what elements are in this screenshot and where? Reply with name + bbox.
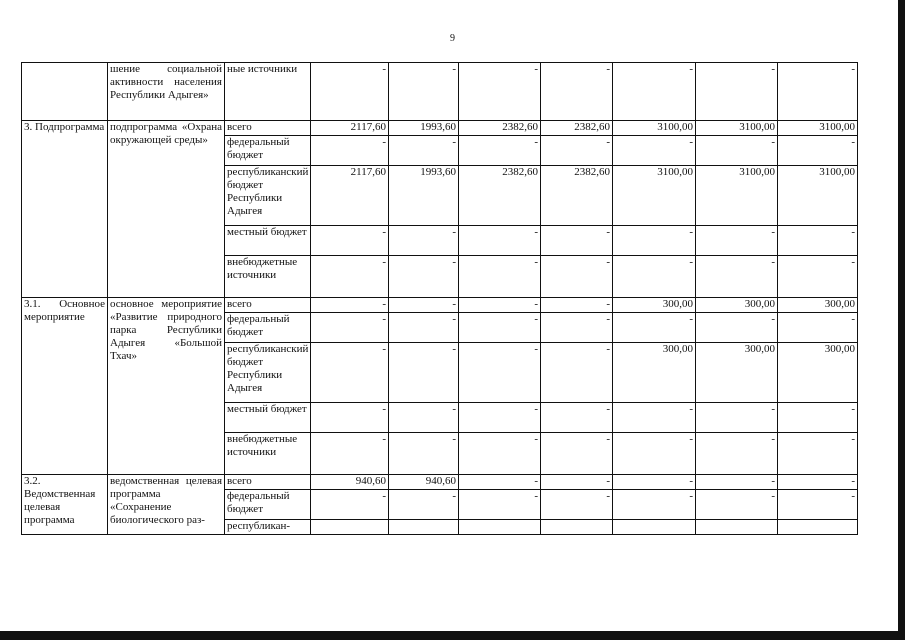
- table-row: [22, 121, 858, 136]
- amount-cell: -: [778, 433, 858, 475]
- amount-cell: -: [311, 343, 389, 403]
- funding-source-cell: местный бюджет: [225, 403, 311, 433]
- amount-cell: 2382,60: [459, 166, 541, 226]
- amount-cell: -: [311, 313, 389, 343]
- amount-cell: 300,00: [613, 343, 696, 403]
- amount-cell: -: [389, 136, 459, 166]
- amount-cell: -: [311, 433, 389, 475]
- amount-cell: -: [696, 490, 778, 520]
- amount-cell: -: [389, 490, 459, 520]
- amount-cell: 3100,00: [696, 166, 778, 226]
- amount-cell: -: [541, 343, 613, 403]
- amount-cell: 300,00: [613, 298, 696, 313]
- amount-cell: -: [389, 403, 459, 433]
- amount-cell: -: [778, 226, 858, 256]
- amount-cell: -: [696, 226, 778, 256]
- amount-cell: [389, 520, 459, 535]
- amount-cell: -: [613, 490, 696, 520]
- amount-cell: 3100,00: [696, 121, 778, 136]
- amount-cell: -: [311, 298, 389, 313]
- program-title-cell: основное мероприятие «Развитие природного парка Республики Адыгея «Большой Тхач»: [108, 298, 225, 475]
- amount-cell: 2382,60: [459, 121, 541, 136]
- scan-right-edge: [898, 0, 905, 640]
- amount-cell: -: [541, 226, 613, 256]
- amount-cell: -: [311, 136, 389, 166]
- amount-cell: 940,60: [311, 475, 389, 490]
- funding-source-cell: внебюджетные источники: [225, 433, 311, 475]
- amount-cell: -: [459, 490, 541, 520]
- program-title-cell: шение социальной активности населения Республики Адыгея»: [108, 63, 225, 121]
- amount-cell: -: [459, 63, 541, 121]
- amount-cell: -: [613, 313, 696, 343]
- scan-bottom-edge: [0, 631, 905, 640]
- amount-cell: -: [541, 298, 613, 313]
- amount-cell: -: [613, 256, 696, 298]
- amount-cell: -: [613, 136, 696, 166]
- amount-cell: 3100,00: [613, 121, 696, 136]
- amount-cell: -: [459, 298, 541, 313]
- amount-cell: -: [459, 475, 541, 490]
- amount-cell: -: [696, 63, 778, 121]
- page-number: 9: [450, 33, 455, 44]
- amount-cell: -: [389, 256, 459, 298]
- program-number-cell: [22, 63, 108, 121]
- table-row: [22, 298, 858, 313]
- table-row: [22, 63, 858, 121]
- amount-cell: [541, 520, 613, 535]
- amount-cell: [778, 520, 858, 535]
- amount-cell: 3100,00: [778, 166, 858, 226]
- amount-cell: -: [541, 63, 613, 121]
- funding-source-cell: всего: [225, 475, 311, 490]
- amount-cell: -: [541, 475, 613, 490]
- amount-cell: -: [696, 136, 778, 166]
- amount-cell: -: [459, 313, 541, 343]
- amount-cell: -: [459, 136, 541, 166]
- program-number-cell: 3.1. Основное мероприятие: [22, 298, 108, 475]
- amount-cell: -: [459, 226, 541, 256]
- amount-cell: -: [459, 256, 541, 298]
- amount-cell: -: [541, 490, 613, 520]
- table-row: [22, 475, 858, 490]
- amount-cell: [696, 520, 778, 535]
- amount-cell: -: [613, 433, 696, 475]
- amount-cell: -: [696, 313, 778, 343]
- amount-cell: -: [696, 433, 778, 475]
- amount-cell: [311, 520, 389, 535]
- amount-cell: 1993,60: [389, 166, 459, 226]
- amount-cell: -: [311, 63, 389, 121]
- amount-cell: -: [459, 343, 541, 403]
- funding-source-cell: всего: [225, 121, 311, 136]
- amount-cell: -: [541, 433, 613, 475]
- amount-cell: -: [541, 313, 613, 343]
- funding-source-cell: республикан-: [225, 520, 311, 535]
- amount-cell: 300,00: [778, 343, 858, 403]
- amount-cell: -: [541, 256, 613, 298]
- funding-source-cell: внебюджетные источники: [225, 256, 311, 298]
- budget-table: [21, 62, 858, 535]
- funding-source-cell: республиканский бюджет Республики Адыгея: [225, 166, 311, 226]
- amount-cell: -: [311, 256, 389, 298]
- amount-cell: 300,00: [696, 343, 778, 403]
- amount-cell: 2117,60: [311, 121, 389, 136]
- amount-cell: 3100,00: [613, 166, 696, 226]
- amount-cell: -: [311, 403, 389, 433]
- amount-cell: -: [778, 403, 858, 433]
- amount-cell: 2382,60: [541, 166, 613, 226]
- amount-cell: 940,60: [389, 475, 459, 490]
- amount-cell: -: [613, 63, 696, 121]
- amount-cell: 300,00: [778, 298, 858, 313]
- funding-source-cell: ные источники: [225, 63, 311, 121]
- amount-cell: -: [389, 313, 459, 343]
- amount-cell: -: [311, 490, 389, 520]
- amount-cell: -: [613, 226, 696, 256]
- amount-cell: -: [696, 475, 778, 490]
- amount-cell: -: [778, 490, 858, 520]
- amount-cell: [613, 520, 696, 535]
- funding-source-cell: республиканский бюджет Республики Адыгея: [225, 343, 311, 403]
- amount-cell: -: [778, 136, 858, 166]
- amount-cell: -: [389, 63, 459, 121]
- amount-cell: -: [459, 403, 541, 433]
- amount-cell: -: [696, 256, 778, 298]
- program-title-cell: ведомственная целевая программа «Сохранение биологического раз-: [108, 475, 225, 535]
- funding-source-cell: федеральный бюджет: [225, 313, 311, 343]
- amount-cell: -: [778, 256, 858, 298]
- program-number-cell: 3.2. Ведомственная целевая программа: [22, 475, 108, 535]
- amount-cell: -: [389, 298, 459, 313]
- amount-cell: -: [778, 313, 858, 343]
- amount-cell: -: [696, 403, 778, 433]
- amount-cell: -: [389, 343, 459, 403]
- funding-source-cell: федеральный бюджет: [225, 136, 311, 166]
- program-title-cell: подпрограмма «Охрана окружающей среды»: [108, 121, 225, 298]
- amount-cell: -: [311, 226, 389, 256]
- amount-cell: -: [389, 226, 459, 256]
- amount-cell: -: [613, 475, 696, 490]
- amount-cell: -: [778, 63, 858, 121]
- amount-cell: -: [613, 403, 696, 433]
- amount-cell: -: [541, 403, 613, 433]
- funding-source-cell: местный бюджет: [225, 226, 311, 256]
- amount-cell: 1993,60: [389, 121, 459, 136]
- amount-cell: -: [778, 475, 858, 490]
- amount-cell: 300,00: [696, 298, 778, 313]
- amount-cell: 3100,00: [778, 121, 858, 136]
- amount-cell: -: [459, 433, 541, 475]
- funding-source-cell: всего: [225, 298, 311, 313]
- amount-cell: 2117,60: [311, 166, 389, 226]
- funding-source-cell: федеральный бюджет: [225, 490, 311, 520]
- amount-cell: 2382,60: [541, 121, 613, 136]
- amount-cell: -: [389, 433, 459, 475]
- amount-cell: -: [541, 136, 613, 166]
- amount-cell: [459, 520, 541, 535]
- program-number-cell: 3. Подпрограмма: [22, 121, 108, 298]
